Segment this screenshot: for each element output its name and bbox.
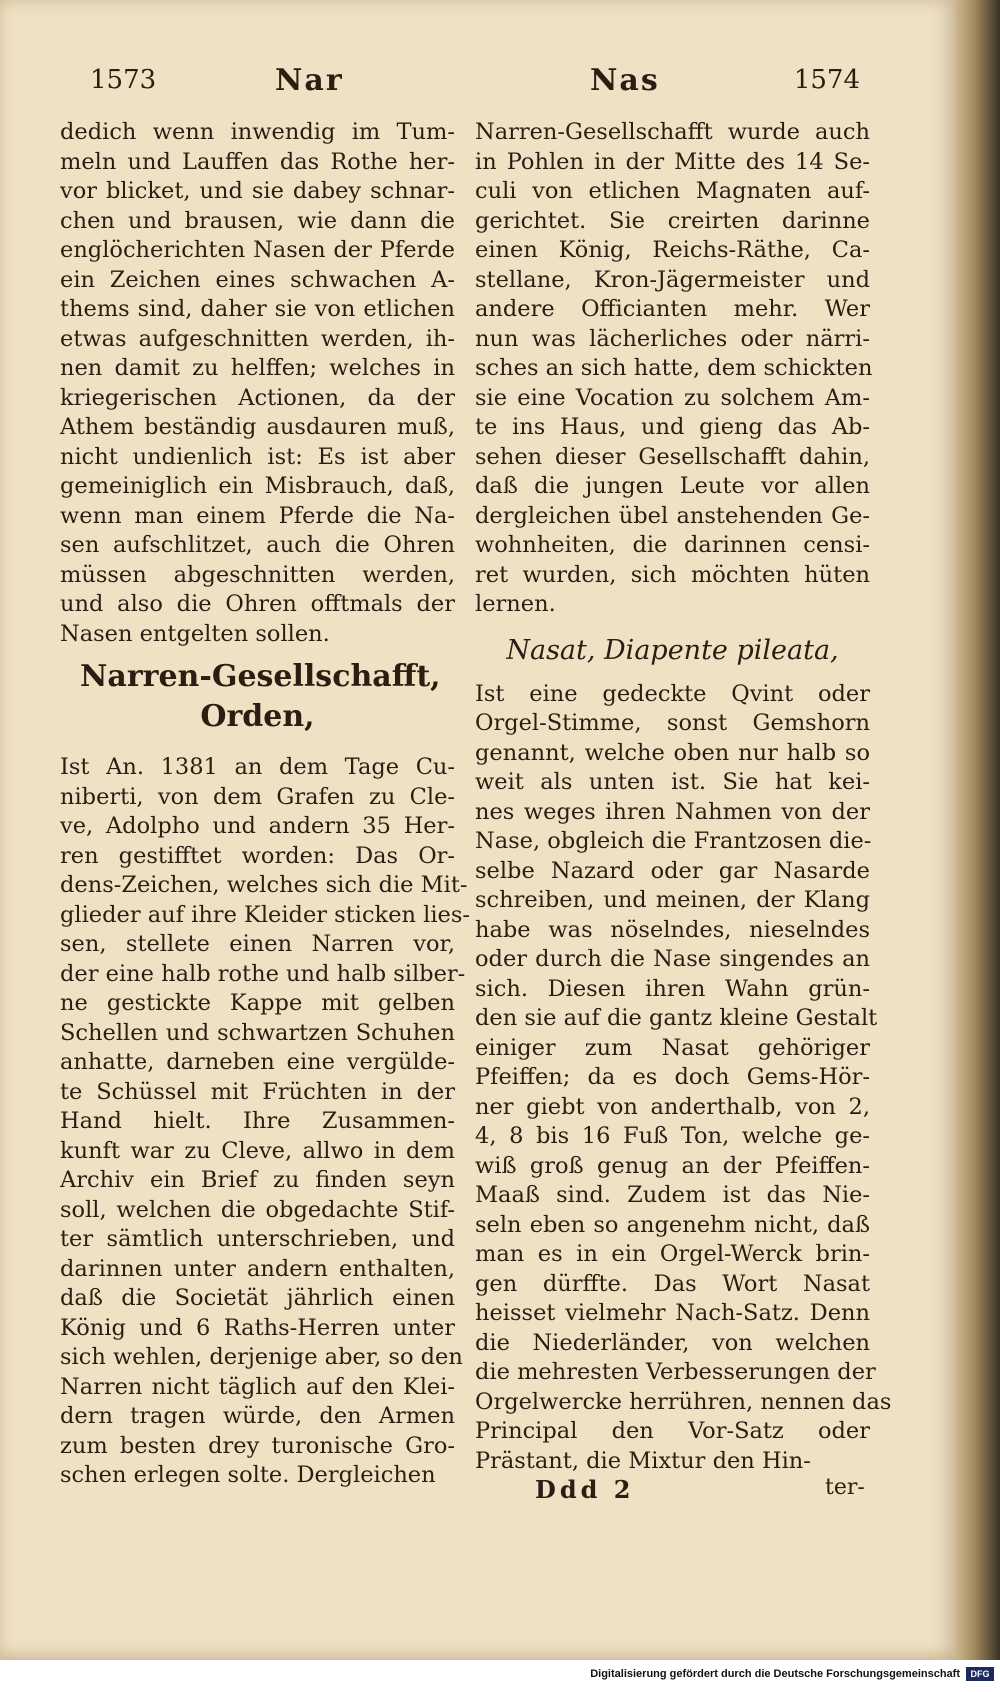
text-line: gen dürffte. Das Wort Nasat: [475, 1270, 870, 1297]
text-line: man es in ein Orgel-Werck brin-: [475, 1241, 870, 1267]
text-line: englöcherichten Nasen der Pferde: [60, 237, 455, 263]
text-line: sen aufschlitzet, auch die Ohren: [60, 532, 455, 558]
text-line: glieder auf ihre Kleider sticken lies-: [60, 901, 471, 928]
text-line: Orgelwercke herrühren, nennen das: [475, 1388, 892, 1415]
right-column: [475, 118, 892, 1476]
text-line: selbe Nazard oder gar Nasarde: [475, 857, 870, 884]
text-line: nicht undienlich ist: Es ist aber: [60, 443, 455, 470]
text-line: gerichtet. Sie creirten darinne: [475, 207, 870, 234]
headword-right: Nas: [590, 63, 660, 98]
text-line: der eine halb rothe und halb silber-: [60, 960, 466, 987]
text-line: daß die jungen Leute vor allen: [475, 473, 870, 499]
text-line: schen erlegen solte. Dergleichen: [60, 1462, 436, 1488]
text-line: stellane, Kron-Jägermeister und: [475, 266, 870, 293]
text-line: oder durch die Nase singendes an: [475, 946, 870, 972]
text-line: meln und Lauffen das Rothe her-: [60, 148, 455, 175]
running-header: [90, 55, 860, 105]
text-line: nen damit zu helffen; welches in: [60, 355, 455, 381]
entry-heading-nasat: Nasat, Diapente pileata,: [506, 634, 839, 666]
text-line: wenn man einem Pferde die Na-: [60, 502, 455, 529]
text-line: Prästant, die Mixtur den Hin-: [475, 1447, 811, 1474]
text-line: ve, Adolpho und andern 35 Her-: [60, 813, 455, 839]
text-line: wiß groß genug an der Pfeiffen-: [475, 1152, 870, 1179]
text-line: vor blicket, und sie dabey schnar-: [60, 178, 455, 204]
text-line: ter sämtlich unterschrieben, und: [60, 1226, 455, 1252]
text-line: zum besten drey turonische Gro-: [60, 1432, 455, 1459]
text-line: Pfeiffen; da es doch Gems-Hör-: [475, 1064, 870, 1090]
text-line: dergleichen übel anstehenden Ge-: [475, 502, 870, 529]
headword-left: Nar: [275, 63, 344, 98]
dfg-logo: DFG: [966, 1667, 994, 1681]
text-line: genannt, welche oben nur halb so: [475, 739, 870, 766]
text-line: Ist eine gedeckte Qvint oder: [475, 680, 870, 707]
text-line: dens-Zeichen, welches sich die Mit-: [60, 872, 468, 898]
right-paragraph-2: [475, 680, 892, 1477]
right-paragraph-1: [475, 118, 873, 620]
text-line: die Niederländer, von welchen: [475, 1329, 870, 1356]
text-line: lernen.: [475, 591, 556, 617]
text-line: ner giebt von anderthalb, von 2,: [475, 1093, 870, 1120]
text-line: sches an sich hatte, dem schickten: [475, 355, 873, 381]
text-line: kriegerischen Actionen, da der: [60, 384, 455, 411]
left-paragraph-1: [60, 118, 455, 649]
text-line: ne gestickte Kappe mit gelben: [60, 990, 455, 1016]
text-line: te ins Haus, und gieng das Ab-: [475, 414, 870, 440]
text-line: soll, welchen die obgedachte Stif-: [60, 1196, 455, 1223]
text-line: seln eben so angenehm nicht, daß: [475, 1211, 870, 1238]
text-line: die mehresten Verbesserungen der: [475, 1359, 876, 1385]
credit-bar: [0, 1660, 1000, 1692]
text-line: Narren nicht täglich auf den Klei-: [60, 1373, 455, 1400]
text-line: Orgel-Stimme, sonst Gemshorn: [475, 710, 870, 736]
left-column: [60, 118, 471, 1491]
text-line: nes weges ihren Nahmen von der: [475, 798, 870, 825]
catchword: ter-: [825, 1475, 865, 1500]
text-line: Principal den Vor-Satz oder: [475, 1418, 870, 1444]
text-line: dedich wenn inwendig im Tum-: [60, 119, 455, 145]
text-line: sich wehlen, derjenige aber, so den: [60, 1344, 463, 1370]
text-line: te Schüssel mit Früchten in der: [60, 1078, 455, 1105]
text-line: weit als unten ist. Sie hat kei-: [475, 769, 870, 795]
text-line: 4, 8 bis 16 Fuß Ton, welche ge-: [475, 1123, 870, 1149]
text-line: andere Officianten mehr. Wer: [475, 296, 870, 322]
text-line: etwas aufgeschnitten werden, ih-: [60, 325, 455, 352]
left-paragraph-2: [60, 753, 471, 1491]
text-line: niberti, von dem Grafen zu Cle-: [60, 783, 455, 810]
text-line: Ist An. 1381 an dem Tage Cu-: [60, 754, 455, 780]
text-line: in Pohlen in der Mitte des 14 Se-: [475, 148, 870, 175]
text-line: sie eine Vocation zu solchem Am-: [475, 384, 870, 411]
text-line: Athem beständig ausdauren muß,: [60, 414, 455, 440]
page-number-left: 1573: [90, 65, 157, 95]
signature-mark: Ddd 2: [535, 1475, 635, 1504]
text-line: sen, stellete einen Narren vor,: [60, 931, 455, 957]
text-line: culi von etlichen Magnaten auf-: [475, 178, 870, 204]
text-line: einiger zum Nasat gehöriger: [475, 1034, 870, 1061]
text-line: nun was lächerliches oder närri-: [475, 325, 870, 352]
entry-heading-narren: [60, 657, 455, 737]
credit-text: Digitalisierung gefördert durch die Deutsche Forschungsgemeinschaft: [590, 1668, 960, 1680]
text-line: darinnen unter andern enthalten,: [60, 1255, 455, 1282]
heading-line-2: Orden,: [200, 699, 315, 734]
text-line: Schellen und schwartzen Schuhen: [60, 1019, 455, 1046]
text-line: den sie auf die gantz kleine Gestalt: [475, 1005, 878, 1031]
text-line: thems sind, daher sie von etlichen: [60, 296, 455, 322]
text-line: sehen dieser Gesellschafft dahin,: [475, 443, 870, 470]
text-line: einen König, Reichs-Räthe, Ca-: [475, 237, 870, 263]
text-line: habe was nöselndes, nieselndes: [475, 916, 870, 943]
text-line: Narren-Gesellschafft wurde auch: [475, 119, 870, 145]
page-edge: [955, 0, 1000, 1660]
text-line: ret wurden, sich möchten hüten: [475, 561, 870, 588]
text-line: dern tragen würde, den Armen: [60, 1403, 455, 1429]
text-line: Archiv ein Brief zu finden seyn: [60, 1167, 455, 1193]
text-line: ren gestifftet worden: Das Or-: [60, 842, 455, 869]
text-line: König und 6 Raths-Herren unter: [60, 1314, 455, 1341]
text-line: Nase, obgleich die Frantzosen die-: [475, 828, 872, 854]
text-line: gemeiniglich ein Misbrauch, daß,: [60, 473, 455, 499]
text-line: und also die Ohren offtmals der: [60, 591, 455, 617]
text-line: schreiben, und meinen, der Klang: [475, 887, 870, 913]
text-line: daß die Societät jährlich einen: [60, 1285, 455, 1311]
text-line: Hand hielt. Ihre Zusammen-: [60, 1108, 455, 1134]
text-line: kunft war zu Cleve, allwo in dem: [60, 1137, 455, 1164]
text-line: Nasen entgelten sollen.: [60, 620, 330, 647]
text-line: heisset vielmehr Nach-Satz. Denn: [475, 1300, 870, 1326]
text-line: wohnheiten, die darinnen censi-: [475, 532, 870, 558]
page-number-right: 1574: [793, 65, 860, 95]
text-line: ein Zeichen eines schwachen A-: [60, 266, 455, 293]
text-line: chen und brausen, wie dann die: [60, 207, 455, 234]
text-line: sich. Diesen ihren Wahn grün-: [475, 975, 870, 1002]
text-line: anhatte, darneben eine vergülde-: [60, 1049, 455, 1075]
heading-line-1: Narren-Gesellschafft,: [80, 659, 441, 694]
text-line: Maaß sind. Zudem ist das Nie-: [475, 1182, 870, 1208]
text-line: müssen abgeschnitten werden,: [60, 561, 455, 588]
